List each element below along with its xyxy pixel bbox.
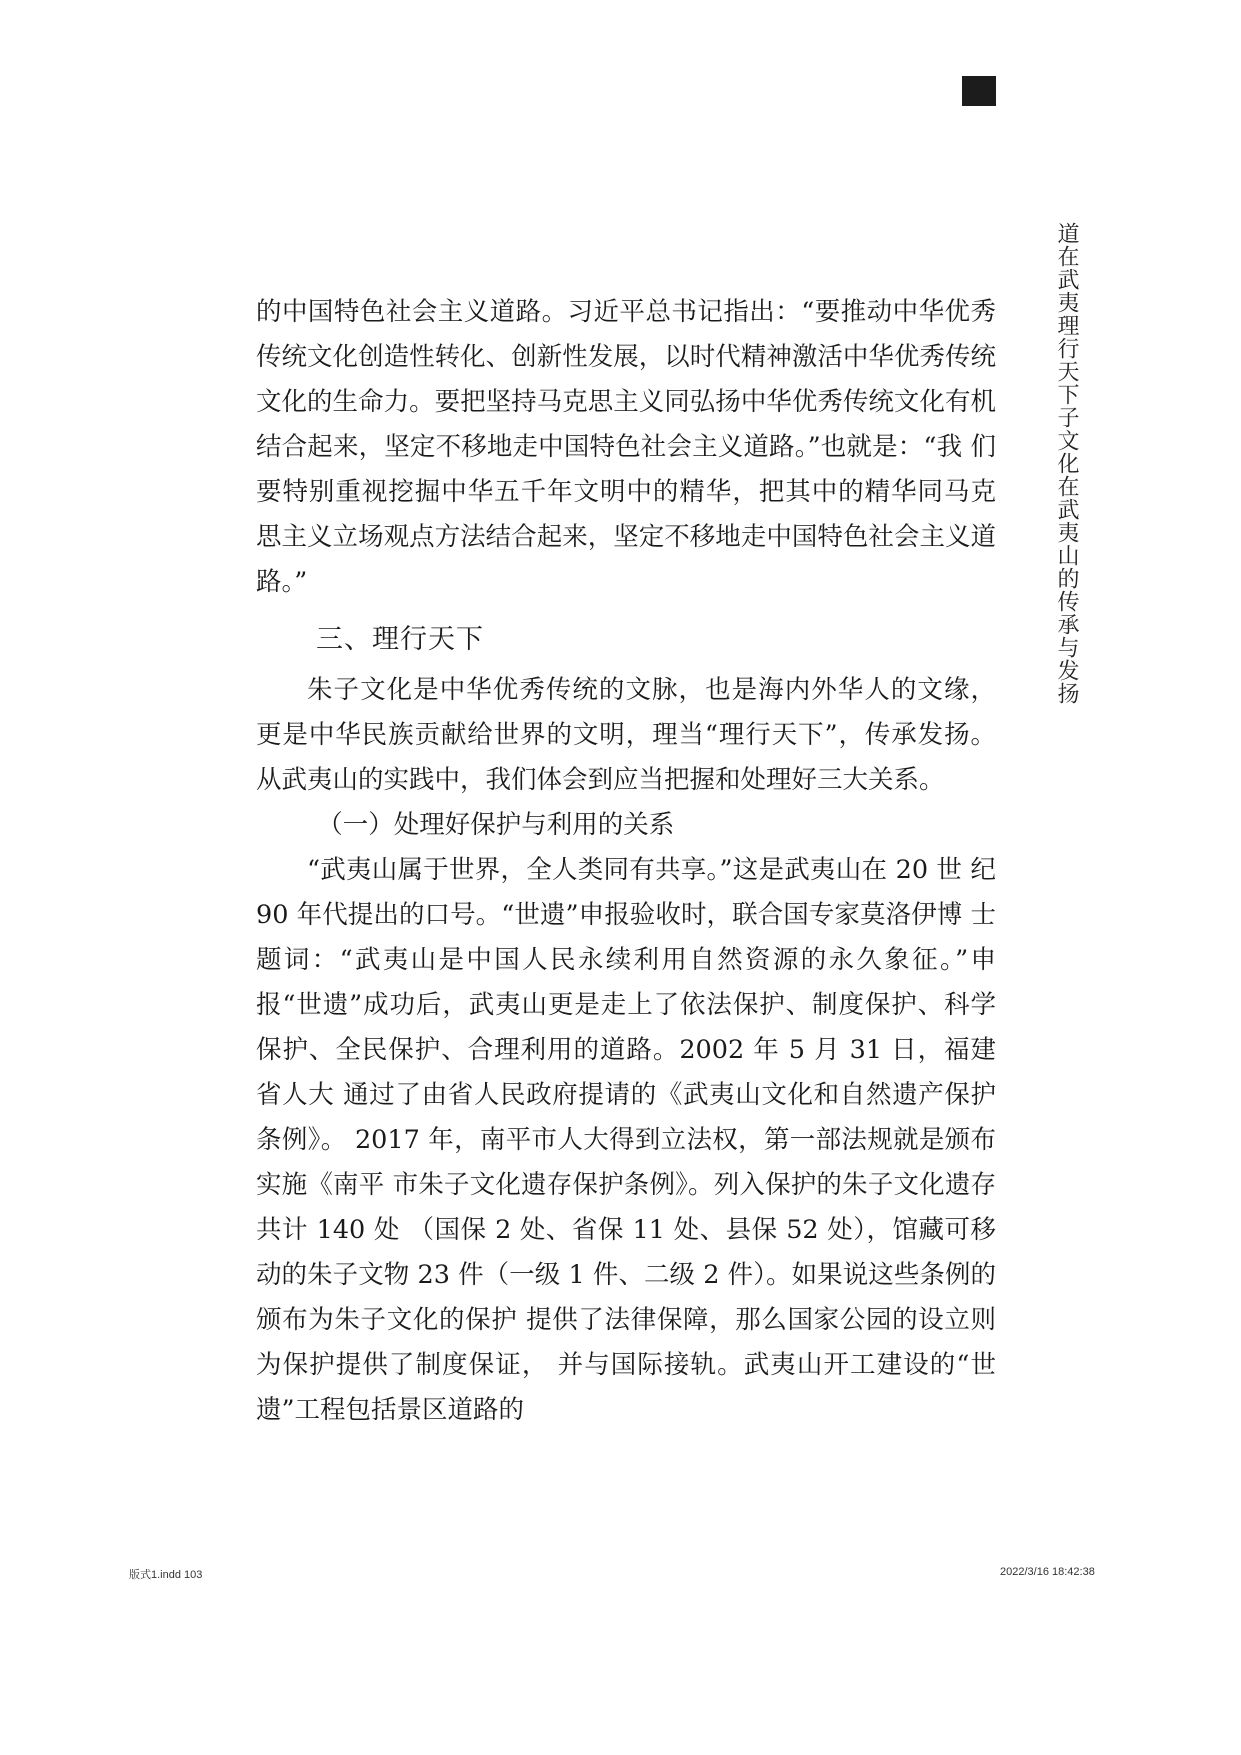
section-intro-paragraph: 朱子文化是中华优秀传统的文脉，也是海内外华人的文缘， 更是中华民族贡献给世界的文明，理当“理行天下”，传承发扬。 从武夷山的实践中，我们体会到应当把握和处理好三大关系。 [256, 675, 996, 795]
running-title: 道在武夷理行天下子文化在武夷山的传承与发扬 [1054, 222, 1079, 705]
footer-timestamp: 2022/3/16 18:42:38 [1000, 1566, 1095, 1578]
sub-section-paragraph: “武夷山属于世界，全人类同有共享。”这是武夷山在 20 世 纪 90 年代提出的口号。“世遗”申报验收时，联合国专家莫洛伊博 士题词：“武夷山是中国人民永续利用自然资源的永久象征。”申 报“世遗”成功后，武夷山更是走上了依法保护、制度保护、科学 保护、全民保护、合理利用的道路。2002 年 5 月 31 日，福建省人大 通过了由省人民政府提请的《武夷山文化和自然遗产保护条例》。 2017 年，南平市人大得到立法权，第一部法规就是颁布实施《南平 市朱子文化遗存保护条例》。列入保护的朱子文化遗存共计 140 处 （国保 2 处、省保 11 处、县保 52 处），馆藏可移动的朱子文物 23 件（一级 1 件、二级 2 件）。如果说这些条例的颁布为朱子文化的保护 提供了法律保障，那么国家公园的设立则为保护提供了制度保证， 并与国际接轨。武夷山开工建设的“世遗”工程包括景区道路的 [256, 855, 996, 1425]
paragraph-continuation: 的中国特色社会主义道路。习近平总书记指出：“要推动中华优秀 传统文化创造性转化、创新性发展，以时代精神激活中华优秀传统 文化的生命力。要把坚持马克思主义同弘扬中华优秀传统文化有机 结合起来，坚定不移地走中国特色社会主义道路。”也就是：“我 们要特别重视挖掘中华五千年文明中的精华，把其中的精华同马克 思主义立场观点方法结合起来，坚定不移地走中国特色社会主义道 路。” [256, 297, 996, 597]
page-corner-marker [962, 76, 996, 106]
section-heading: 三、理行天下 [316, 624, 484, 655]
section-body [256, 668, 996, 1433]
sub-heading: （一）处理好保护与利用的关系 [317, 810, 675, 840]
body-text-top [256, 290, 996, 605]
footer-file-info: 版式1.indd 103 [129, 1569, 203, 1581]
